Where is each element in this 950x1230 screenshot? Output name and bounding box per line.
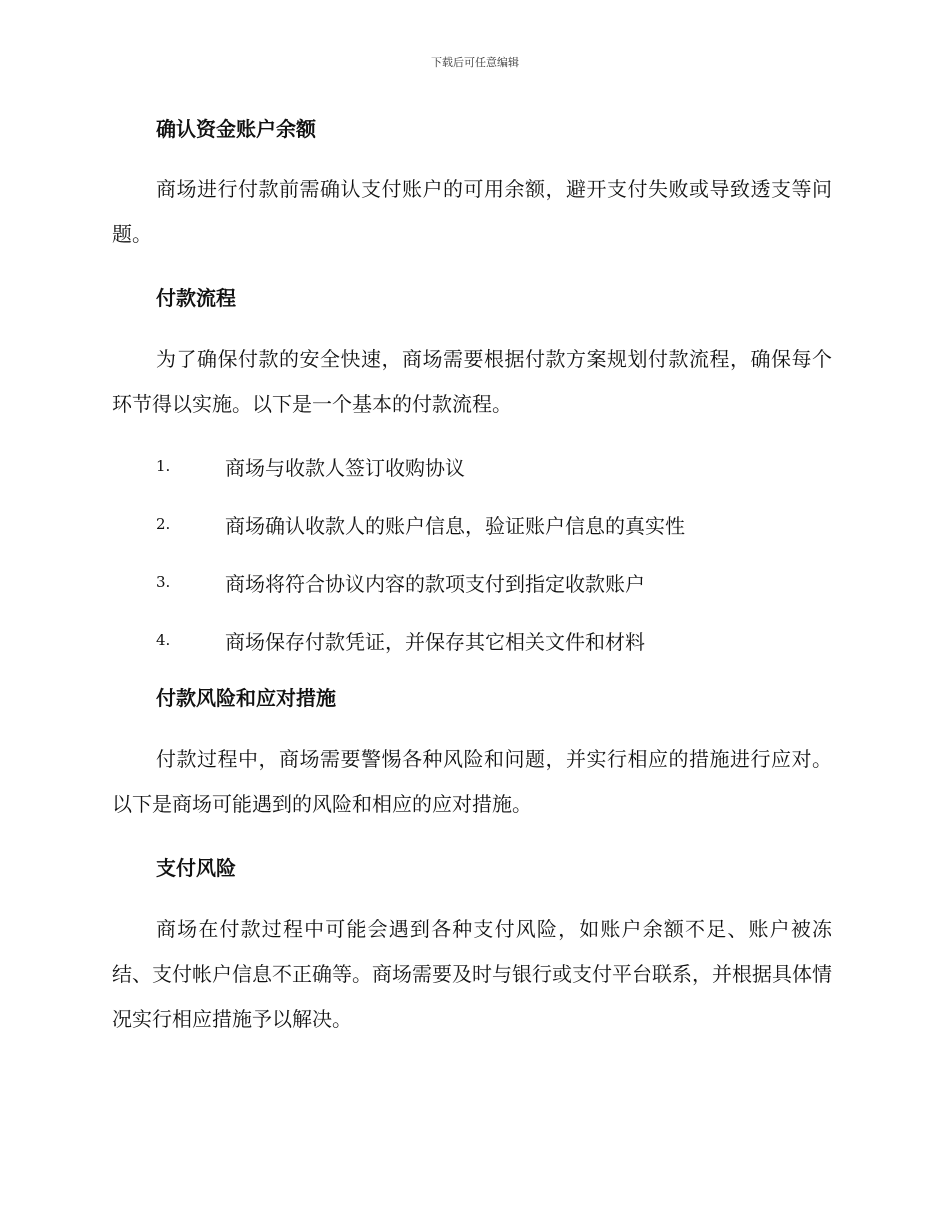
list-item-number: 2.: [156, 515, 171, 533]
list-item-text: 商场将符合协议内容的款项支付到指定收款账户: [225, 571, 645, 596]
document-content: [112, 112, 832, 1042]
payment-steps-list: [112, 449, 832, 657]
list-item-text: 商场确认收款人的账户信息，验证账户信息的真实性: [225, 513, 685, 538]
section-paragraph-risk: 付款过程中，商场需要警惕各种风险和问题，并实行相应的措施进行应对。以下是商场可能遇到的风险和相应的应对措施。: [112, 747, 832, 816]
list-item: [112, 623, 832, 657]
list-item-text: 商场与收款人签订收购协议: [225, 455, 465, 480]
list-item: [112, 449, 832, 483]
list-item: [112, 565, 832, 599]
list-item-number: 1.: [156, 457, 171, 475]
section-heading-balance: 确认资金账户余额: [156, 117, 316, 141]
section-paragraph-process: 为了确保付款的安全快速，商场需要根据付款方案规划付款流程，确保每个环节得以实施。以下是一个基本的付款流程。: [112, 347, 832, 416]
list-item: [112, 507, 832, 541]
section-heading-payment-risk: 支付风险: [156, 856, 236, 880]
list-item-number: 4.: [156, 631, 171, 649]
list-item-number: 3.: [156, 573, 171, 591]
section-heading-risk: 付款风险和应对措施: [156, 686, 336, 710]
header-note: 下载后可任意编辑: [431, 56, 519, 69]
list-item-text: 商场保存付款凭证，并保存其它相关文件和材料: [225, 629, 645, 654]
section-paragraph-payment-risk: 商场在付款过程中可能会遇到各种支付风险，如账户余额不足、账户被冻结、支付帐户信息不正确等。商场需要及时与银行或支付平台联系，并根据具体情况实行相应措施予以解决。: [112, 917, 832, 1031]
section-paragraph-balance: 商场进行付款前需确认支付账户的可用余额，避开支付失败或导致透支等问题。: [112, 177, 832, 246]
section-heading-process: 付款流程: [156, 286, 236, 310]
